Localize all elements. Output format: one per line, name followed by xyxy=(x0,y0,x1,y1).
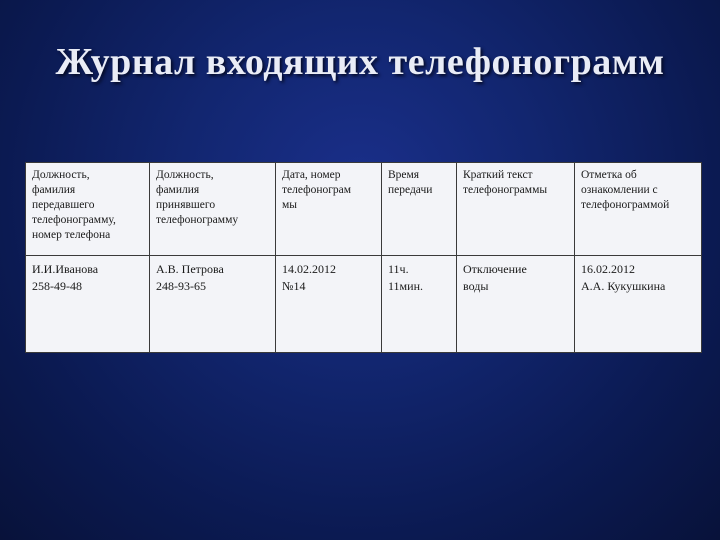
cell-acknowledgement xyxy=(575,256,702,353)
table-row xyxy=(26,256,702,353)
header-cell-date-number xyxy=(276,163,382,256)
header-label: Дата, номер телефонограм мы xyxy=(282,169,352,211)
header-label: Должность, фамилия принявшего телефонограмму xyxy=(156,169,239,226)
cell-text: А.В. Петрова 248-93-65 xyxy=(156,262,224,293)
header-cell-sender xyxy=(26,163,150,256)
cell-date-number xyxy=(276,256,382,353)
cell-text: 14.02.2012 №14 xyxy=(282,262,336,293)
header-label: Время передачи xyxy=(388,169,433,196)
cell-summary xyxy=(457,256,575,353)
cell-sender xyxy=(26,256,150,353)
header-label: Должность, фамилия передавшего телефонограмму, номер телефона xyxy=(32,169,116,241)
journal-table xyxy=(25,162,702,353)
header-cell-summary xyxy=(457,163,575,256)
header-cell-acknowledgement xyxy=(575,163,702,256)
header-label: Краткий текст телефонограммы xyxy=(463,169,548,196)
header-cell-receiver xyxy=(150,163,276,256)
header-cell-time xyxy=(382,163,457,256)
cell-text: 16.02.2012 А.А. Кукушкина xyxy=(581,262,666,293)
header-label: Отметка об ознакомлении с телефонограммой xyxy=(581,169,670,211)
cell-text: 11ч. 11мин. xyxy=(388,262,423,293)
cell-receiver xyxy=(150,256,276,353)
cell-time xyxy=(382,256,457,353)
table-header-row xyxy=(26,163,702,256)
cell-text: Отключение воды xyxy=(463,262,527,293)
slide-title: Журнал входящих телефонограмм xyxy=(55,41,665,83)
cell-text: И.И.Иванова 258-49-48 xyxy=(32,262,99,293)
